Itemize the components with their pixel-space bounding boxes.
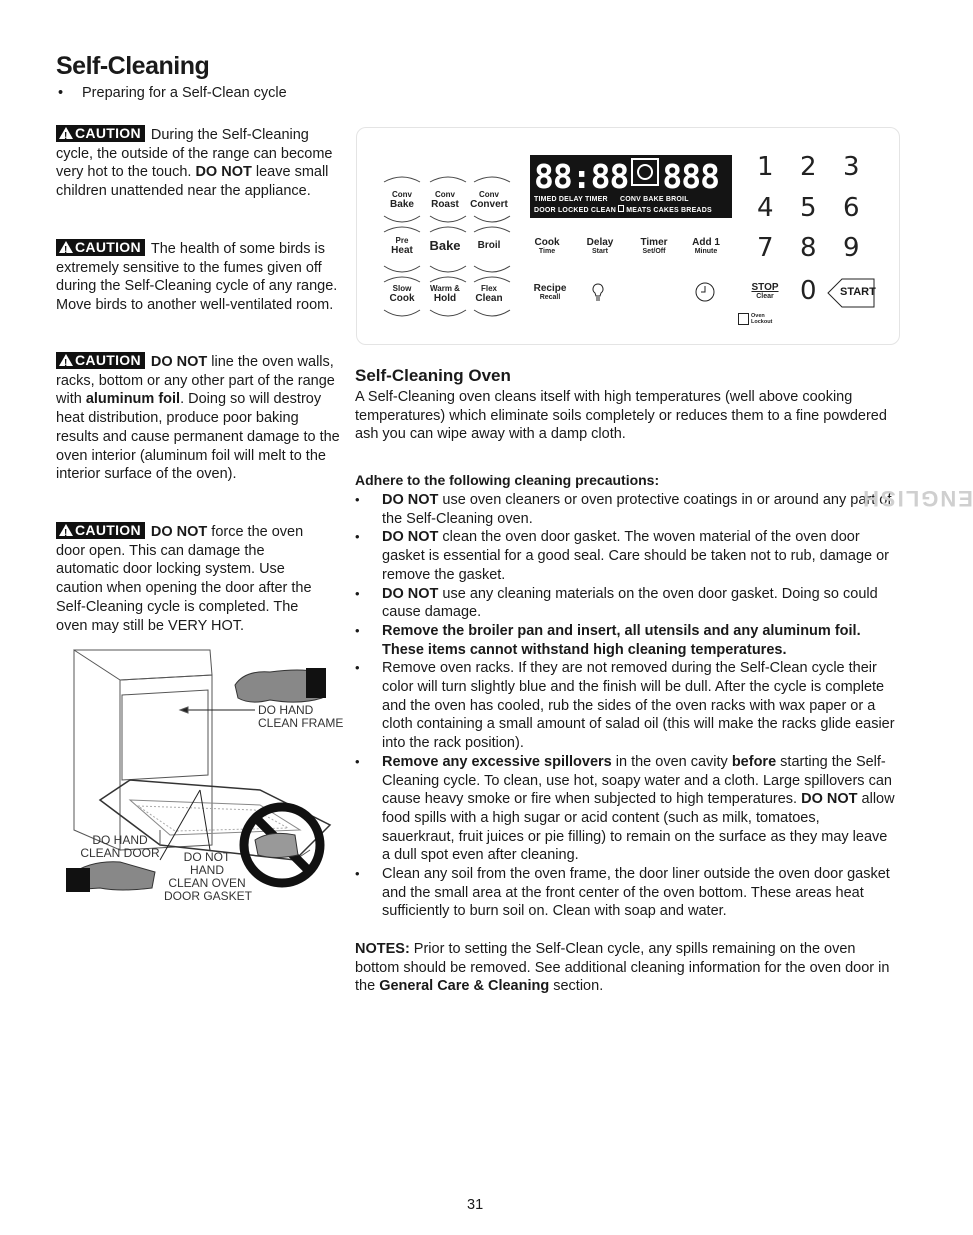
warning-icon: ! [59,524,73,536]
pad-slow-cook[interactable]: Slow Cook [389,284,415,304]
list-item: • Clean any soil from the oven frame, the door liner outside the oven door gasket and the small area at the front center of the oven bottom. These areas heat sufficiently to burn soil on. Clean with soap and water. [355,865,895,921]
precautions-list [355,491,895,921]
display-digits: 88:88 888 [534,157,719,196]
key-4[interactable]: 4 [757,193,774,223]
clock-icon[interactable] [694,281,716,303]
page-title: Self-Cleaning [56,52,210,80]
key-1[interactable]: 1 [757,152,774,182]
page-number: 31 [467,1197,484,1213]
pad-pre-heat[interactable]: Pre Heat [391,236,413,256]
pad-conv-convert[interactable]: Conv Convert [470,190,508,210]
caution-para-1: ! CAUTION During the Self-Cleaning cycle, the outside of the range can become very hot to the touch. DO NOT leave small children unattended near the appliance. [56,125,333,200]
display-row1: TIMED DELAY TIMER CONV BAKE BROIL [534,196,689,203]
warning-icon: ! [59,127,73,139]
list-item: • Remove the broiler pan and insert, all utensils and any aluminum foil. These items cannot withstand high cleaning temperatures. [355,622,895,659]
oven-lockout-button[interactable]: Oven Lockout [738,313,782,326]
caution-para-3: ! CAUTION DO NOT line the oven walls, racks, bottom or any other part of the range with aluminum foil. Doing so will destroy heat distribution, produce poor baking results and cause permanent damage to the oven interior (aluminum foil will melt to the interior surface of the oven). [56,352,340,483]
side-tab: ENGLISH [861,485,973,511]
sub-bullet-text: Preparing for a Self-Clean cycle [82,85,287,101]
oven-display [530,155,732,218]
light-bulb-icon[interactable] [591,282,605,304]
label-gasket: DO NOT HAND CLEAN OVEN DOOR GASKET [164,850,253,903]
pad-warm-hold[interactable]: Warm & Hold [430,284,460,304]
key-3[interactable]: 3 [843,152,860,182]
section-title: Self-Cleaning Oven [355,366,511,385]
key-0[interactable]: 0 [800,276,817,306]
add-minute-button[interactable]: Add 1 Minute [692,237,720,255]
precautions-heading: Adhere to the following cleaning precautions: [355,472,660,488]
sub-bullet: • Preparing for a Self-Clean cycle [58,85,287,101]
pad-conv-roast[interactable]: Conv Roast [431,190,459,210]
start-label: START [840,286,876,298]
key-8[interactable]: 8 [800,233,817,263]
warning-icon: ! [59,354,73,366]
key-7[interactable]: 7 [757,233,774,263]
caution-badge: ! CAUTION [56,125,145,142]
key-9[interactable]: 9 [843,233,860,263]
caution-badge: ! CAUTION [56,352,145,369]
lock-icon [618,205,624,212]
cook-time-button[interactable]: Cook Time [534,237,560,255]
caution-para-4: ! CAUTION DO NOT force the oven door open. This can damage the automatic door locking system. Use caution when opening the door after the Self-Cleaning cycle is completed. The oven may still be VERY HOT. [56,522,312,634]
list-item: • Remove any excessive spillovers in the oven cavity before starting the Self-Cleaning cycle. To clean, use hot, soapy water and a cloth. Large spillovers can cause heavy smoke or fire when subjected to high temperatures. DO NOT allow food spills with a high sugar or acid content (such as milk, tomatoes, sauerkraut, fruit juices or pie filling) to remain on the surface as they may leave a dull spot even after cleaning. [355,753,895,865]
pad-broil[interactable]: Broil [477,240,501,251]
key-5[interactable]: 5 [800,193,817,223]
caution-badge: ! CAUTION [56,239,145,256]
stop-clear-button[interactable]: STOP Clear [751,282,779,300]
caution-badge: ! CAUTION [56,522,145,539]
list-item: • Remove oven racks. If they are not removed during the Self-Clean cycle their color will turn slightly blue and the finish will be dull. After the cycle is complete and the oven has cooled, rub the sides of the oven racks with wax paper or a cloth containing a small amount of salad oil (this will make the racks glide easier into the rack position). [355,659,895,753]
recipe-recall-button[interactable]: Recipe Recall [533,283,567,301]
key-6[interactable]: 6 [843,193,860,223]
pad-flex-clean[interactable]: Flex Clean [475,284,503,304]
hand-icon [235,668,326,702]
key-2[interactable]: 2 [800,152,817,182]
lock-icon [738,313,749,325]
warning-icon: ! [59,241,73,253]
label-clean-door: DO HAND CLEAN DOOR [80,833,160,860]
label-clean-frame: DO HAND CLEAN FRAME [258,703,344,730]
delay-start-button[interactable]: Delay Start [586,237,614,255]
hand-icon [66,862,155,892]
pad-bake[interactable]: Bake [429,238,461,253]
convection-fan-icon [631,158,659,186]
pad-conv-bake[interactable]: Conv Bake [390,190,414,210]
timer-set-off-button[interactable]: Timer Set/Off [640,237,668,255]
list-item: • DO NOT clean the oven door gasket. The woven material of the oven door gasket is essential for a good seal. Care should be taken not to rub, damage or remove the gasket. [355,528,895,584]
caution-para-2: ! CAUTION The health of some birds is extremely sensitive to the fumes given off during the Self-Cleaning cycle of any range. Move birds to another well-ventilated room. [56,239,338,314]
list-item: • DO NOT use oven cleaners or oven protective coatings in or around any part of the Self-Cleaning oven. [355,491,895,528]
notes: NOTES: Prior to setting the Self-Clean cycle, any spills remaining on the oven bottom should be removed. See additional cleaning information for the oven door in the General Care & Cleaning section. [355,941,890,995]
intro-text: A Self-Cleaning oven cleans itself with high temperatures (well above cooking temperatures) which eliminate soils completely or reduces them to a fine powdered ash you can wipe away with a damp cloth. [355,389,887,443]
display-row2: DOOR LOCKED CLEAN MEATS CAKES BREADS [534,207,712,214]
list-item: • DO NOT use any cleaning materials on the oven door gasket. Doing so could cause damage. [355,585,895,622]
